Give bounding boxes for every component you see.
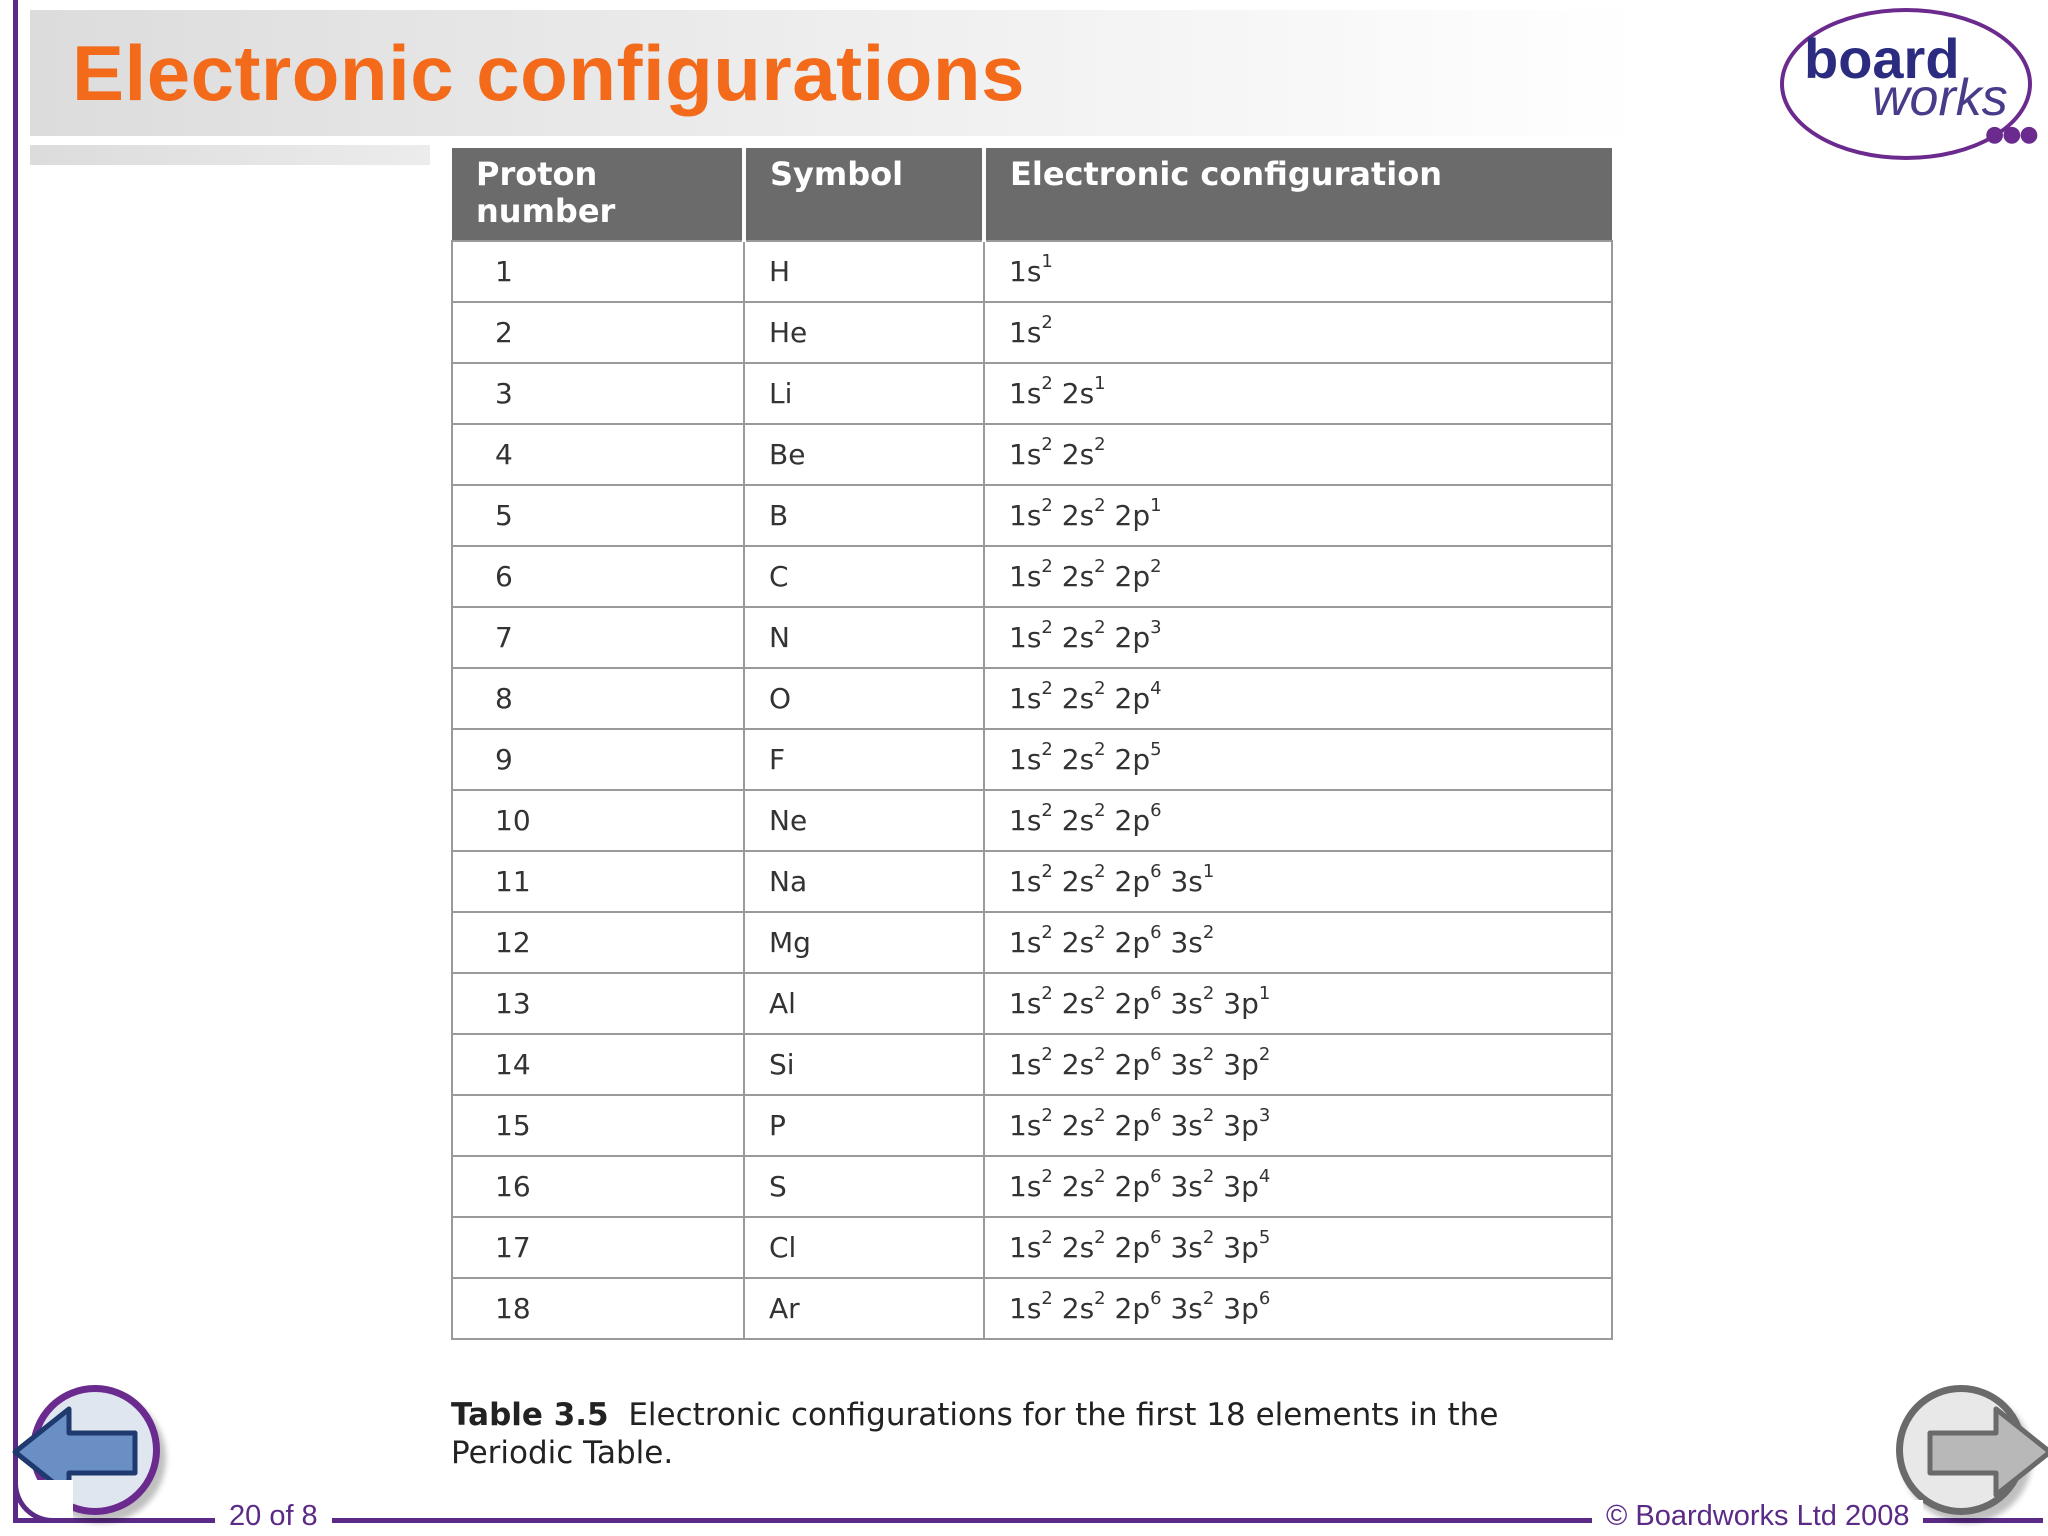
orbital-label: 2s (1061, 865, 1095, 898)
electron-count: 1 (1041, 251, 1053, 272)
orbital-label: 1s (1009, 743, 1042, 776)
electron-count: 2 (1202, 1288, 1215, 1309)
slide-title: Electronic configurations (72, 29, 1025, 117)
proton-number-cell: 14 (452, 1034, 744, 1095)
orbital-label: 2s (1061, 682, 1095, 715)
electron-count: 2 (1150, 556, 1162, 577)
electron-count: 2 (1094, 1227, 1106, 1248)
symbol-cell: Al (744, 973, 984, 1034)
table-row (452, 607, 1612, 668)
electron-count: 2 (1094, 922, 1106, 943)
symbol-cell: Mg (744, 912, 984, 973)
table-row (452, 546, 1612, 607)
proton-number-cell: 3 (452, 363, 744, 424)
orbital-label: 3s (1170, 1109, 1203, 1142)
configuration-cell (984, 363, 1612, 424)
orbital-label: 3s (1170, 1048, 1203, 1081)
configuration-cell (984, 1278, 1612, 1339)
table-row (452, 241, 1612, 302)
configuration-cell (984, 851, 1612, 912)
copyright-notice: © Boardworks Ltd 2008 (1592, 1500, 1923, 1533)
table-row (452, 668, 1612, 729)
orbital-label: 2s (1061, 560, 1095, 593)
electron-count: 6 (1150, 861, 1162, 882)
table-row (452, 851, 1612, 912)
orbital-label: 2s (1061, 1292, 1095, 1325)
electron-count: 2 (1094, 556, 1106, 577)
proton-number-cell: 4 (452, 424, 744, 485)
electron-count: 2 (1202, 1044, 1215, 1065)
orbital-label: 3p (1223, 1048, 1259, 1081)
table-row (452, 1095, 1612, 1156)
electron-count: 2 (1202, 922, 1215, 943)
electron-count: 2 (1041, 678, 1053, 699)
electron-count: 2 (1094, 678, 1106, 699)
electron-count: 2 (1041, 373, 1053, 394)
symbol-cell: Na (744, 851, 984, 912)
symbol-cell: Cl (744, 1217, 984, 1278)
configuration-cell (984, 607, 1612, 668)
orbital-label: 1s (1009, 926, 1042, 959)
electron-count: 2 (1202, 1105, 1215, 1126)
table-row (452, 1034, 1612, 1095)
proton-number-cell: 10 (452, 790, 744, 851)
proton-number-cell: 6 (452, 546, 744, 607)
orbital-label: 2s (1061, 438, 1095, 471)
configuration-cell (984, 790, 1612, 851)
electron-count: 2 (1258, 1044, 1271, 1065)
configuration-cell (984, 729, 1612, 790)
electron-count: 1 (1094, 373, 1106, 394)
configuration-cell (984, 973, 1612, 1034)
orbital-label: 1s (1009, 255, 1042, 288)
configuration-cell (984, 1095, 1612, 1156)
orbital-label: 2s (1061, 377, 1095, 410)
orbital-label: 3p (1223, 1109, 1259, 1142)
table-row (452, 1217, 1612, 1278)
proton-number-cell: 9 (452, 729, 744, 790)
orbital-label: 1s (1009, 1109, 1042, 1142)
electron-count: 2 (1041, 1166, 1053, 1187)
next-slide-button[interactable] (1896, 1385, 2026, 1515)
orbital-label: 2s (1061, 926, 1095, 959)
orbital-label: 2p (1114, 1170, 1151, 1203)
configuration-cell (984, 241, 1612, 302)
orbital-label: 2s (1061, 1109, 1095, 1142)
table-row (452, 424, 1612, 485)
table-row (452, 363, 1612, 424)
configuration-cell (984, 424, 1612, 485)
electron-count: 2 (1094, 1166, 1106, 1187)
electron-count: 5 (1258, 1227, 1271, 1248)
electron-count: 4 (1150, 678, 1162, 699)
symbol-cell: Ne (744, 790, 984, 851)
symbol-cell: Li (744, 363, 984, 424)
proton-number-cell: 5 (452, 485, 744, 546)
electron-count: 2 (1041, 556, 1053, 577)
orbital-label: 2p (1114, 926, 1151, 959)
configuration-cell (984, 912, 1612, 973)
electron-count: 2 (1041, 739, 1053, 760)
table-body (452, 241, 1612, 1339)
electron-count: 4 (1258, 1166, 1271, 1187)
orbital-label: 2p (1114, 682, 1151, 715)
symbol-cell: Be (744, 424, 984, 485)
header-symbol: Symbol (744, 148, 984, 241)
electron-count: 2 (1094, 1288, 1106, 1309)
symbol-cell: Ar (744, 1278, 984, 1339)
page-counter: 20 of 8 (215, 1500, 332, 1533)
symbol-cell: F (744, 729, 984, 790)
orbital-label: 3s (1170, 865, 1203, 898)
table-caption (451, 1396, 1621, 1472)
electron-count: 2 (1041, 617, 1053, 638)
configuration-cell (984, 1217, 1612, 1278)
electron-count: 2 (1041, 1044, 1053, 1065)
orbital-label: 3s (1170, 1292, 1203, 1325)
orbital-label: 1s (1009, 804, 1042, 837)
configuration-cell (984, 1156, 1612, 1217)
orbital-label: 2p (1114, 1231, 1151, 1264)
orbital-label: 2s (1061, 1170, 1095, 1203)
electron-count: 6 (1150, 983, 1162, 1004)
logo-word-board: board (1804, 27, 1960, 90)
orbital-label: 1s (1009, 987, 1042, 1020)
orbital-label: 2p (1114, 743, 1151, 776)
table-row (452, 302, 1612, 363)
electron-count: 6 (1150, 1044, 1162, 1065)
orbital-label: 1s (1009, 560, 1042, 593)
electron-count: 2 (1202, 983, 1215, 1004)
orbital-label: 3s (1170, 926, 1203, 959)
symbol-cell: H (744, 241, 984, 302)
orbital-label: 1s (1009, 621, 1042, 654)
logo-word-works: works (1872, 69, 2008, 127)
electron-count: 6 (1150, 1288, 1162, 1309)
orbital-label: 1s (1009, 1292, 1042, 1325)
electron-count: 2 (1041, 922, 1053, 943)
electron-count: 2 (1094, 1105, 1106, 1126)
symbol-cell: N (744, 607, 984, 668)
electron-count: 2 (1094, 617, 1106, 638)
electron-count: 1 (1258, 983, 1271, 1004)
electron-count: 2 (1202, 1166, 1215, 1187)
symbol-cell: P (744, 1095, 984, 1156)
proton-number-cell: 2 (452, 302, 744, 363)
electron-count: 2 (1041, 434, 1053, 455)
electron-count: 1 (1150, 495, 1162, 516)
orbital-label: 1s (1009, 1048, 1042, 1081)
proton-number-cell: 11 (452, 851, 744, 912)
electron-count: 6 (1150, 1227, 1162, 1248)
orbital-label: 2p (1114, 987, 1151, 1020)
frame-corner (13, 1480, 73, 1523)
orbital-label: 2s (1061, 987, 1095, 1020)
electron-config-table (451, 148, 1613, 1340)
orbital-label: 2s (1061, 621, 1095, 654)
orbital-label: 3p (1223, 1231, 1259, 1264)
orbital-label: 2p (1114, 1048, 1151, 1081)
electron-count: 6 (1150, 1105, 1162, 1126)
proton-number-cell: 15 (452, 1095, 744, 1156)
orbital-label: 1s (1009, 1231, 1042, 1264)
orbital-label: 2p (1114, 621, 1151, 654)
electron-count: 2 (1041, 983, 1053, 1004)
electron-count: 2 (1041, 312, 1053, 333)
electron-count: 6 (1150, 922, 1162, 943)
symbol-cell: He (744, 302, 984, 363)
configuration-cell (984, 668, 1612, 729)
electron-count: 2 (1094, 983, 1106, 1004)
table-row (452, 729, 1612, 790)
proton-number-cell: 13 (452, 973, 744, 1034)
electron-count: 2 (1094, 861, 1106, 882)
proton-number-cell: 8 (452, 668, 744, 729)
orbital-label: 2s (1061, 499, 1095, 532)
table-row (452, 973, 1612, 1034)
symbol-cell: S (744, 1156, 984, 1217)
electron-count: 2 (1041, 495, 1053, 516)
electron-count: 2 (1041, 800, 1053, 821)
orbital-label: 2s (1061, 743, 1095, 776)
header-electronic-configuration: Electronic configuration (984, 148, 1612, 241)
table-header-row (452, 148, 1612, 241)
boardworks-logo (1780, 8, 2042, 166)
orbital-label: 1s (1009, 865, 1042, 898)
electron-count: 5 (1150, 739, 1162, 760)
electron-count: 2 (1094, 1044, 1106, 1065)
orbital-label: 3s (1170, 1231, 1203, 1264)
orbital-label: 2p (1114, 499, 1151, 532)
table-row (452, 1156, 1612, 1217)
electron-count: 2 (1094, 739, 1106, 760)
configuration-cell (984, 485, 1612, 546)
table-row (452, 1278, 1612, 1339)
table-row (452, 485, 1612, 546)
symbol-cell: B (744, 485, 984, 546)
symbol-cell: O (744, 668, 984, 729)
proton-number-cell: 1 (452, 241, 744, 302)
orbital-label: 3p (1223, 1170, 1259, 1203)
electron-count: 6 (1258, 1288, 1271, 1309)
electron-count: 2 (1094, 434, 1106, 455)
electron-count: 6 (1150, 1166, 1162, 1187)
electron-count: 1 (1202, 861, 1215, 882)
configuration-cell (984, 1034, 1612, 1095)
table-row (452, 912, 1612, 973)
electron-count: 2 (1041, 1105, 1053, 1126)
orbital-label: 3s (1170, 1170, 1203, 1203)
electron-count: 2 (1041, 861, 1053, 882)
orbital-label: 1s (1009, 499, 1042, 532)
orbital-label: 2p (1114, 560, 1151, 593)
configuration-cell (984, 302, 1612, 363)
title-band-underline (30, 145, 430, 165)
orbital-label: 1s (1009, 1170, 1042, 1203)
proton-number-cell: 16 (452, 1156, 744, 1217)
orbital-label: 2p (1114, 865, 1151, 898)
logo-dots: ●●● (1985, 122, 2037, 147)
orbital-label: 3p (1223, 1292, 1259, 1325)
caption-label: Table 3.5 (451, 1397, 609, 1433)
orbital-label: 2s (1061, 804, 1095, 837)
orbital-label: 3s (1170, 987, 1203, 1020)
orbital-label: 1s (1009, 438, 1042, 471)
electron-count: 2 (1041, 1227, 1053, 1248)
electron-count: 2 (1041, 1288, 1053, 1309)
electron-count: 3 (1258, 1105, 1271, 1126)
proton-number-cell: 12 (452, 912, 744, 973)
orbital-label: 1s (1009, 682, 1042, 715)
caption-text: Electronic configurations for the first 18 elements in the Periodic Table. (451, 1397, 1499, 1471)
orbital-label: 2p (1114, 1292, 1151, 1325)
orbital-label: 3p (1223, 987, 1259, 1020)
electron-count: 6 (1150, 800, 1162, 821)
orbital-label: 2p (1114, 1109, 1151, 1142)
table-row (452, 790, 1612, 851)
proton-number-cell: 18 (452, 1278, 744, 1339)
arrow-right-icon (1908, 1397, 2048, 1507)
configuration-cell (984, 546, 1612, 607)
orbital-label: 1s (1009, 377, 1042, 410)
frame-left-border (13, 0, 18, 1523)
proton-number-cell: 17 (452, 1217, 744, 1278)
electron-count: 3 (1150, 617, 1162, 638)
orbital-label: 2p (1114, 804, 1151, 837)
electron-count: 2 (1094, 495, 1106, 516)
header-proton-number: Proton number (452, 148, 744, 241)
orbital-label: 1s (1009, 316, 1042, 349)
orbital-label: 2s (1061, 1048, 1095, 1081)
orbital-label: 2s (1061, 1231, 1095, 1264)
symbol-cell: Si (744, 1034, 984, 1095)
symbol-cell: C (744, 546, 984, 607)
electron-count: 2 (1202, 1227, 1215, 1248)
proton-number-cell: 7 (452, 607, 744, 668)
electron-count: 2 (1094, 800, 1106, 821)
